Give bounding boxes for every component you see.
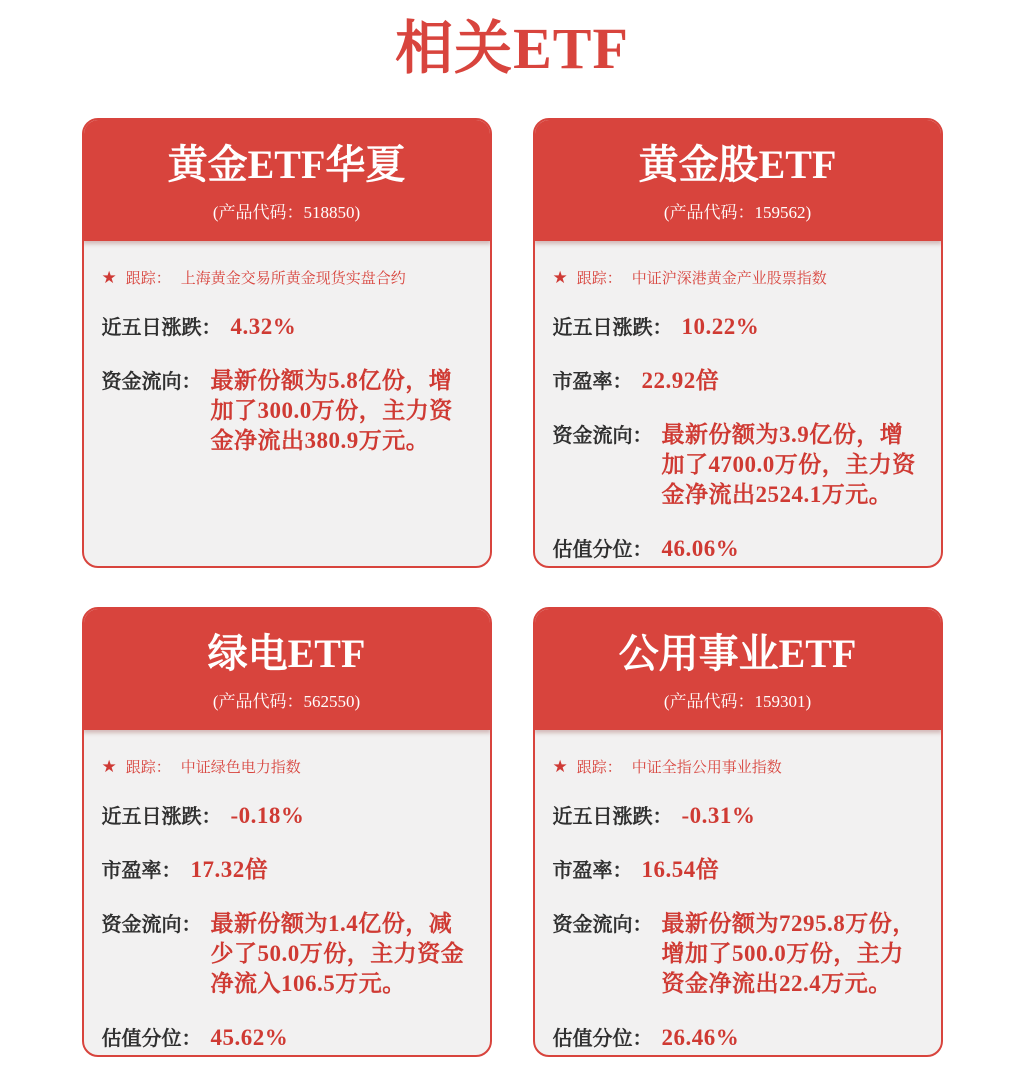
stat-rows bbox=[102, 800, 472, 1053]
stat-value: -0.31% bbox=[681, 803, 756, 828]
stat-value: 最新份额为7295.8万份，增加了500.0万份，主力资金净流出22.4万元。 bbox=[661, 911, 916, 996]
stat-row bbox=[553, 533, 923, 564]
stat-value: 16.54倍 bbox=[641, 857, 720, 882]
card-header bbox=[534, 608, 942, 730]
etf-product-code: (产品代码：159301) bbox=[663, 692, 812, 711]
stat-row bbox=[102, 311, 472, 342]
stat-row bbox=[553, 365, 923, 396]
etf-product-code: (产品代码：518850) bbox=[212, 203, 361, 222]
star-icon: ★ bbox=[552, 268, 568, 287]
stat-label: 估值分位： bbox=[552, 1028, 653, 1050]
stat-row bbox=[553, 419, 923, 510]
card-header bbox=[83, 119, 491, 241]
stat-row bbox=[102, 854, 472, 885]
etf-card-gold-stock-etf bbox=[533, 118, 943, 568]
stat-label: 估值分位： bbox=[552, 539, 653, 561]
stat-value: 最新份额为5.8亿份，增加了300.0万份，主力资金净流出380.9万元。 bbox=[210, 368, 453, 453]
track-label: 跟踪： bbox=[576, 270, 622, 287]
stat-value: 45.62% bbox=[210, 1025, 289, 1050]
stat-row bbox=[102, 800, 472, 831]
stat-row bbox=[553, 854, 923, 885]
stat-row bbox=[102, 908, 472, 999]
stat-row bbox=[553, 908, 923, 999]
etf-product-code: (产品代码：159562) bbox=[663, 203, 812, 222]
stat-label: 资金流向： bbox=[101, 914, 202, 936]
card-body bbox=[84, 730, 490, 1053]
etf-title: 绿电ETF bbox=[207, 631, 366, 676]
page-title: 相关ETF bbox=[395, 16, 629, 81]
etf-title: 公用事业ETF bbox=[618, 631, 857, 676]
track-row bbox=[102, 756, 472, 777]
star-icon: ★ bbox=[101, 268, 117, 287]
track-index-name: 中证绿色电力指数 bbox=[180, 759, 301, 776]
stat-label: 近五日涨跌： bbox=[101, 806, 222, 828]
etf-title: 黄金ETF华夏 bbox=[167, 142, 406, 187]
track-label: 跟踪： bbox=[125, 759, 171, 776]
track-label: 跟踪： bbox=[576, 759, 622, 776]
track-label: 跟踪： bbox=[125, 270, 171, 287]
stat-row bbox=[553, 800, 923, 831]
star-icon: ★ bbox=[101, 757, 117, 776]
etf-card-public-utility-etf bbox=[533, 607, 943, 1057]
stat-label: 资金流向： bbox=[552, 914, 653, 936]
stat-label: 资金流向： bbox=[101, 371, 202, 393]
stat-rows bbox=[553, 800, 923, 1053]
track-row bbox=[102, 267, 472, 288]
stat-row bbox=[553, 311, 923, 342]
etf-card-grid bbox=[82, 118, 943, 1057]
track-row bbox=[553, 756, 923, 777]
card-body bbox=[84, 241, 490, 456]
stat-label: 估值分位： bbox=[101, 1028, 202, 1050]
stat-value: 最新份额为3.9亿份，增加了4700.0万份，主力资金净流出2524.1万元。 bbox=[661, 422, 916, 507]
card-body bbox=[535, 730, 941, 1053]
card-body bbox=[535, 241, 941, 564]
etf-product-code: (产品代码：562550) bbox=[212, 692, 361, 711]
stat-label: 近五日涨跌： bbox=[552, 806, 673, 828]
card-header bbox=[534, 119, 942, 241]
stat-value: -0.18% bbox=[230, 803, 305, 828]
track-row bbox=[553, 267, 923, 288]
stat-rows bbox=[553, 311, 923, 564]
track-index-name: 上海黄金交易所黄金现货实盘合约 bbox=[180, 270, 406, 287]
track-index-name: 中证全指公用事业指数 bbox=[631, 759, 782, 776]
card-header bbox=[83, 608, 491, 730]
stat-label: 市盈率： bbox=[101, 860, 182, 882]
stat-value: 22.92倍 bbox=[641, 368, 720, 393]
stat-value: 46.06% bbox=[661, 536, 740, 561]
stat-value: 26.46% bbox=[661, 1025, 740, 1050]
track-index-name: 中证沪深港黄金产业股票指数 bbox=[631, 270, 827, 287]
stat-value: 10.22% bbox=[681, 314, 760, 339]
stat-row bbox=[553, 1022, 923, 1053]
stat-label: 近五日涨跌： bbox=[552, 317, 673, 339]
stat-value: 最新份额为1.4亿份，减少了50.0万份，主力资金净流入106.5万元。 bbox=[210, 911, 465, 996]
stat-row bbox=[102, 1022, 472, 1053]
stat-label: 市盈率： bbox=[552, 860, 633, 882]
stat-value: 17.32倍 bbox=[190, 857, 269, 882]
etf-card-green-power-etf bbox=[82, 607, 492, 1057]
stat-rows bbox=[102, 311, 472, 456]
stat-label: 近五日涨跌： bbox=[101, 317, 222, 339]
stat-row bbox=[102, 365, 472, 456]
star-icon: ★ bbox=[552, 757, 568, 776]
stat-value: 4.32% bbox=[230, 314, 297, 339]
stat-label: 市盈率： bbox=[552, 371, 633, 393]
etf-title: 黄金股ETF bbox=[638, 142, 837, 187]
stat-label: 资金流向： bbox=[552, 425, 653, 447]
etf-card-gold-etf-huaxia bbox=[82, 118, 492, 568]
